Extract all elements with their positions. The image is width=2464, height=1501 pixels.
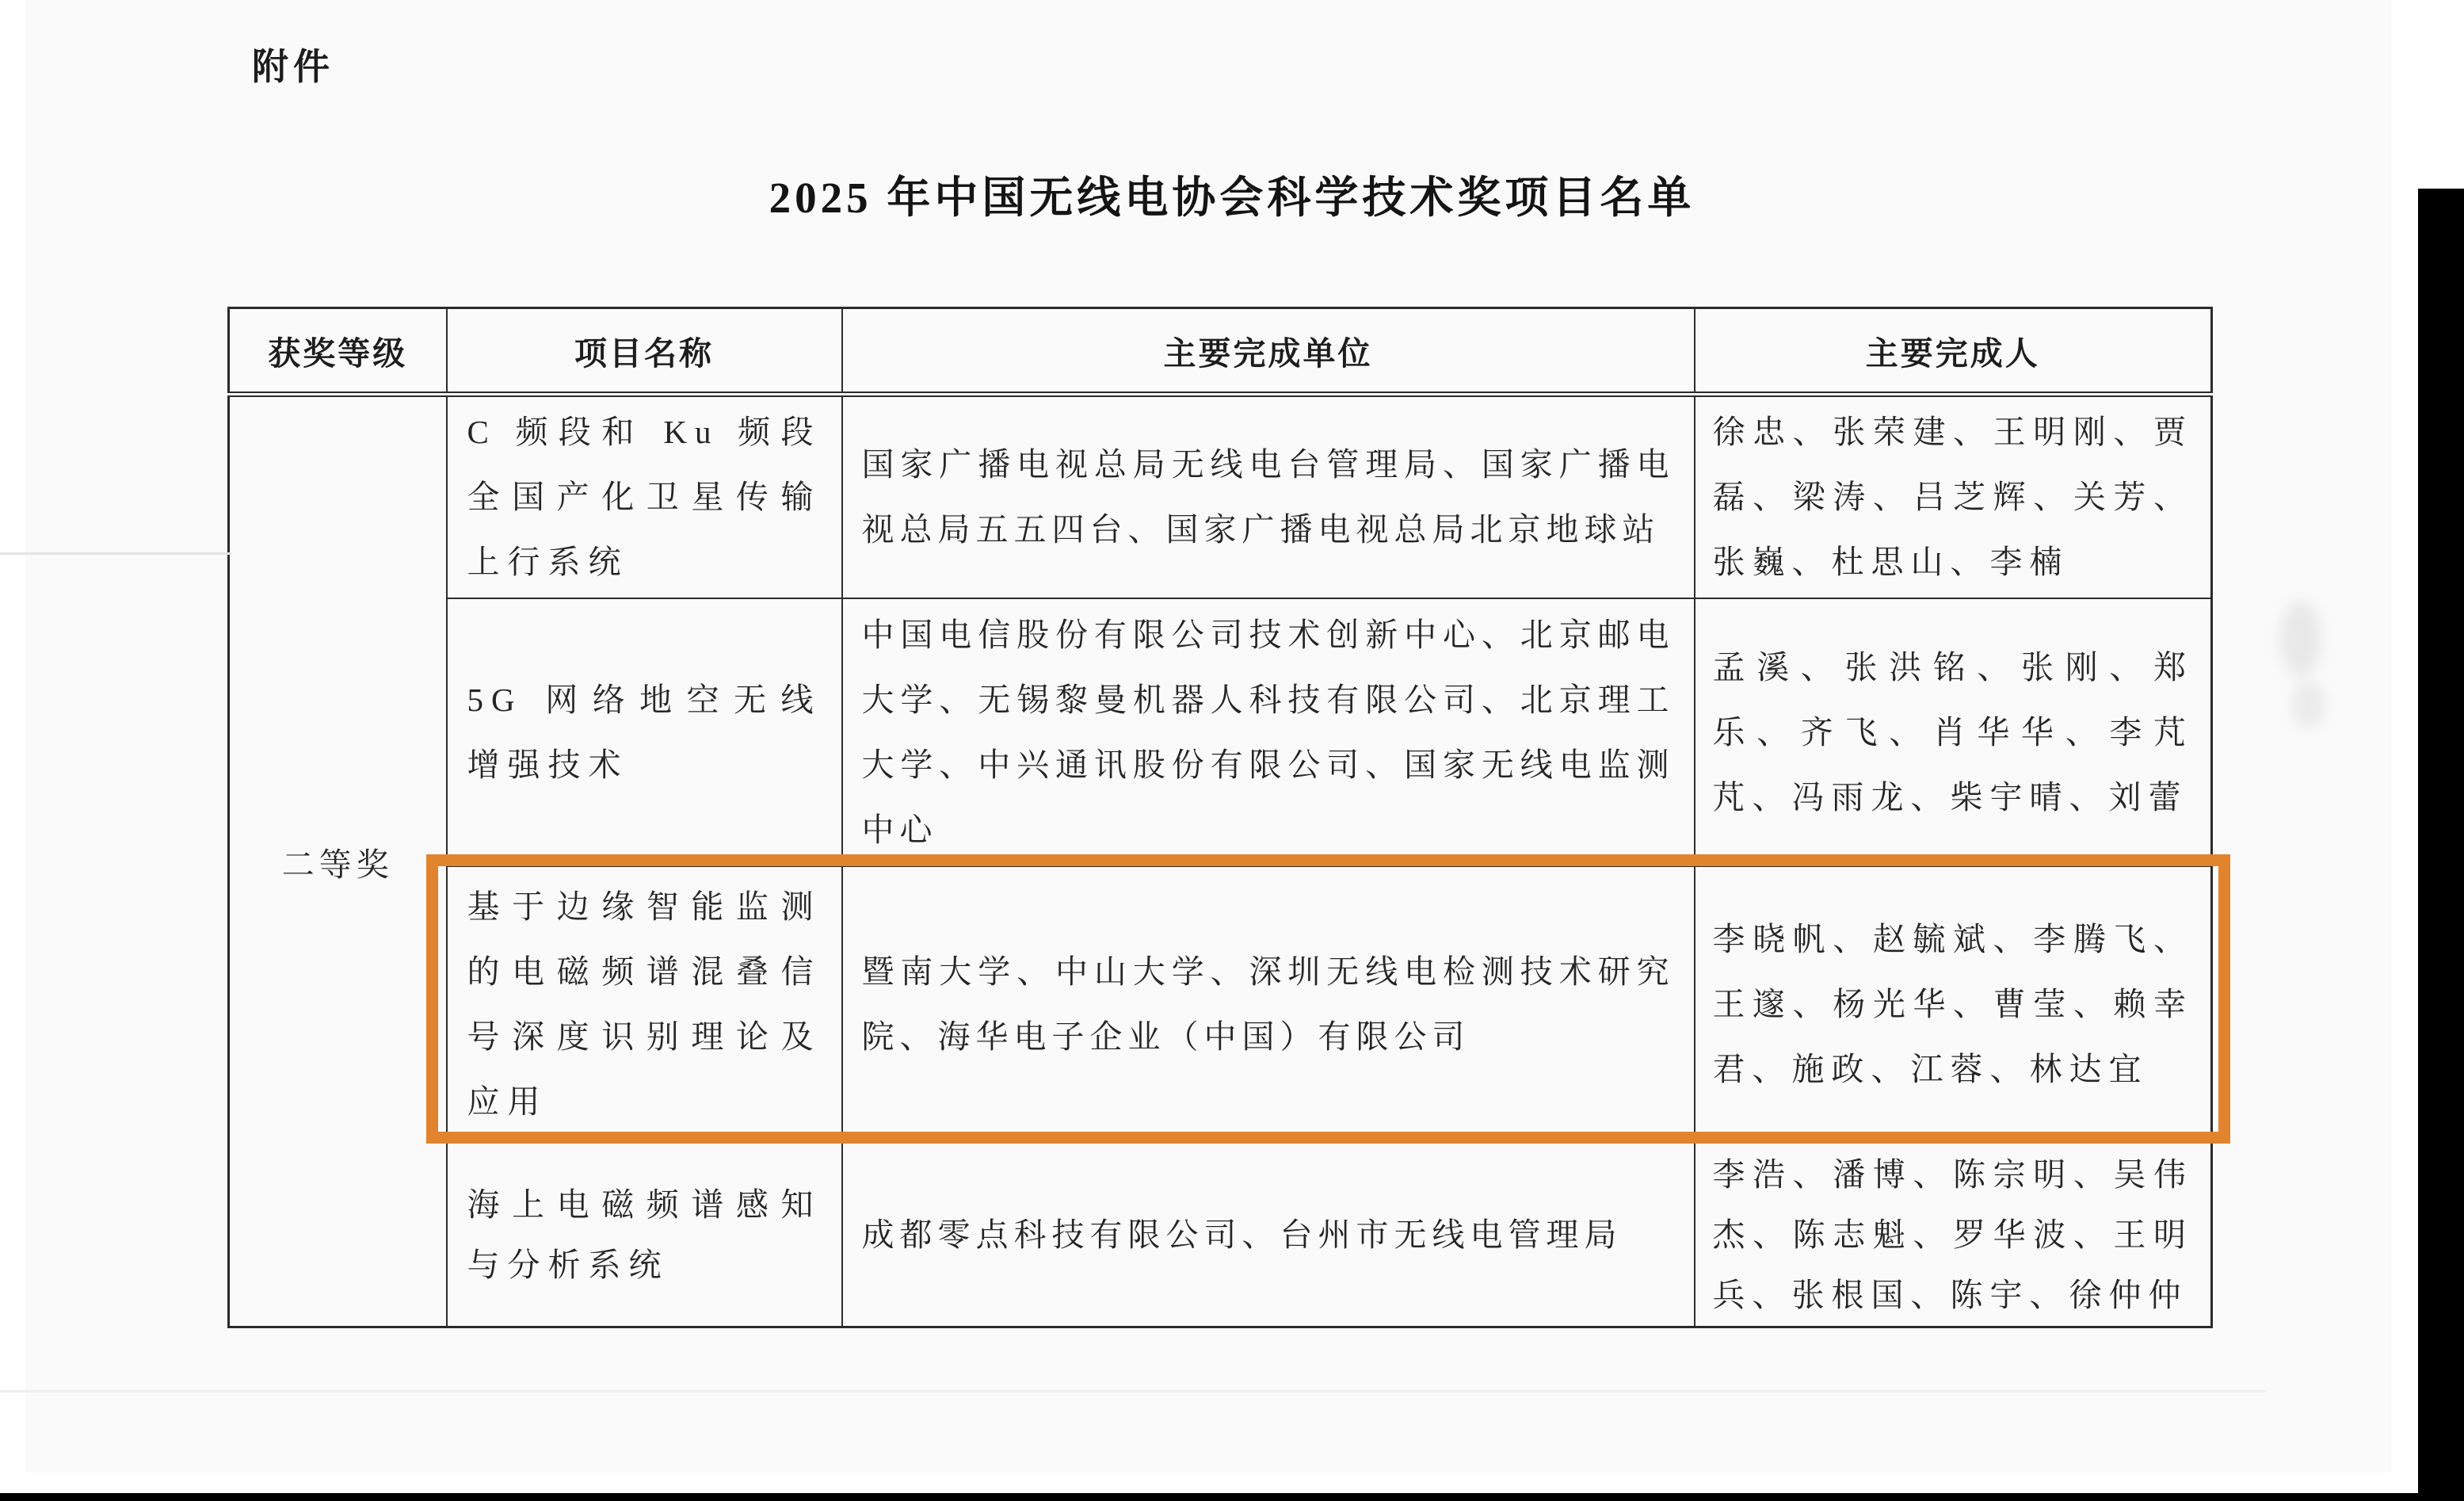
- scan-artifact-smudge: [2291, 680, 2326, 729]
- project-cell: 5G 网络地空无线增强技术: [447, 598, 842, 866]
- units-cell: 国家广播电视总局无线电台管理局、国家广播电视总局五五四台、国家广播电视总局北京地球站: [842, 395, 1695, 598]
- table-row-highlighted: [229, 866, 2212, 1143]
- col-header-award-level: 获奖等级: [229, 308, 447, 395]
- scan-edge-bottom: [0, 1493, 2464, 1501]
- col-header-project-name: 项目名称: [447, 308, 842, 395]
- project-cell: 海上电磁频谱感知与分析系统: [447, 1143, 842, 1327]
- table-row: [229, 395, 2212, 598]
- col-header-main-units: 主要完成单位: [842, 308, 1695, 395]
- scan-artifact-smudge: [2280, 601, 2321, 677]
- units-cell: 中国电信股份有限公司技术创新中心、北京邮电大学、无锡黎曼机器人科技有限公司、北京理工大学、中兴通讯股份有限公司、国家无线电监测中心: [842, 598, 1695, 866]
- attachment-label: 附件: [252, 46, 334, 87]
- table-row: [229, 1143, 2212, 1327]
- people-cell: 李浩、潘博、陈宗明、吴伟杰、陈志魁、罗华波、王明兵、张根国、陈宇、徐仲仲: [1695, 1143, 2212, 1327]
- scan-artifact-line: [0, 552, 231, 555]
- people-cell: 李晓帆、赵毓斌、李腾飞、王邃、杨光华、曹莹、赖幸君、施政、江蓉、林达宜: [1695, 866, 2212, 1143]
- scan-artifact-line: [0, 1390, 2266, 1392]
- table-header-row: [229, 308, 2212, 395]
- scan-edge-right: [2418, 189, 2464, 1501]
- people-cell: 孟溪、张洪铭、张刚、郑乐、齐飞、肖华华、李芃芃、冯雨龙、柴宇晴、刘蕾: [1695, 598, 2212, 866]
- units-cell: 成都零点科技有限公司、台州市无线电管理局: [842, 1143, 1695, 1327]
- table-row: [229, 598, 2212, 866]
- award-table: [227, 307, 2213, 1328]
- people-cell: 徐忠、张荣建、王明刚、贾磊、梁涛、吕芝辉、关芳、张巍、杜思山、李楠: [1695, 395, 2212, 598]
- project-cell: C 频段和 Ku 频段全国产化卫星传输上行系统: [447, 395, 842, 598]
- units-cell: 暨南大学、中山大学、深圳无线电检测技术研究院、海华电子企业（中国）有限公司: [842, 866, 1695, 1143]
- award-level-cell: 二等奖: [229, 395, 447, 1327]
- project-cell: 基于边缘智能监测的电磁频谱混叠信号深度识别理论及应用: [447, 866, 842, 1143]
- col-header-main-people: 主要完成人: [1695, 308, 2212, 395]
- document-title: 2025 年中国无线电协会科学技术奖项目名单: [769, 174, 1695, 222]
